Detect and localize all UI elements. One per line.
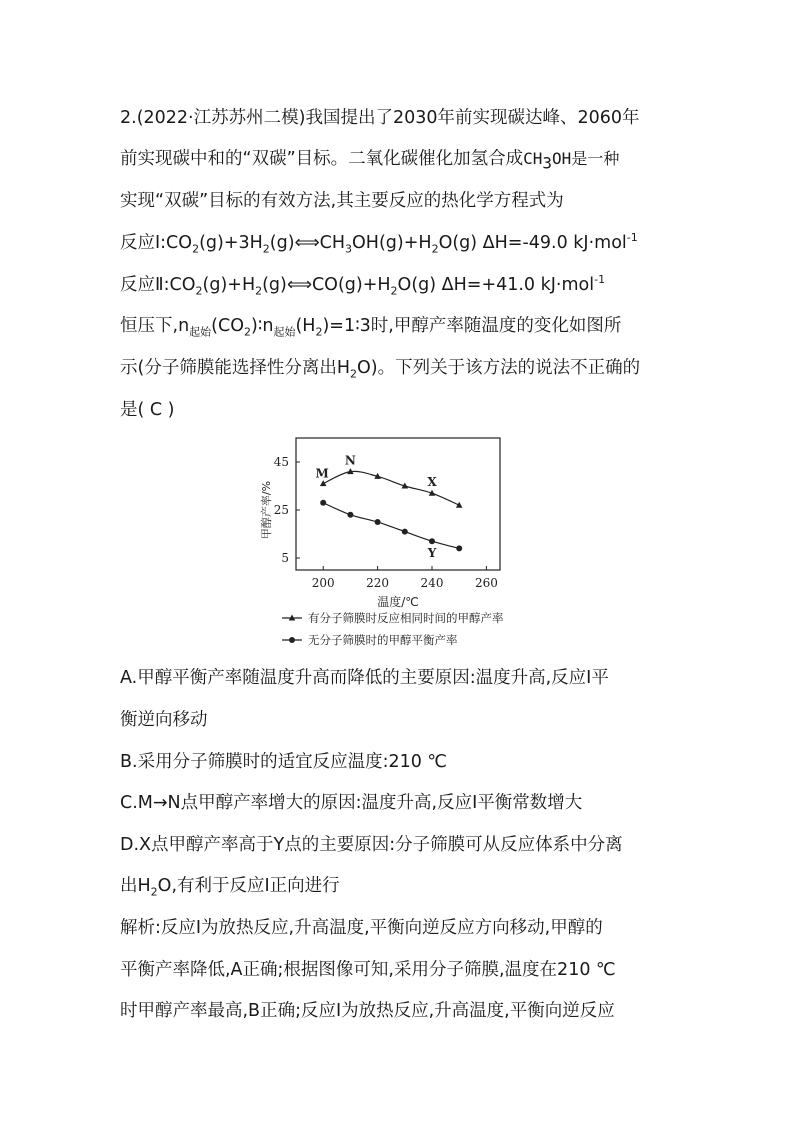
option-a-line-1: A.甲醇平衡产率随温度升高而降低的主要原因:温度升高,反应Ⅰ平 (120, 668, 609, 688)
option-d-line-1: D.X点甲醇产率高于Y点的主要原因:分子筛膜可从反应体系中分离 (120, 835, 623, 855)
option-a-line-2: 衡逆向移动 (120, 710, 208, 730)
series-line-1 (323, 471, 459, 505)
option-b: B.采用分子筛膜时的适宜反应温度:210 ℃ (120, 752, 448, 772)
x-tick-label-260: 260 (474, 576, 498, 590)
option-d-line-2: 出$H_2O$,有利于反应Ⅰ正向进行 (120, 876, 340, 899)
condition-line: 恒压下$,n_{起始}(CO_2)∶n_{起始}(H_2)=1∶3$时,甲醇产率随温度的变化如图所 (120, 316, 622, 339)
y-tick-label-45: 45 (273, 455, 289, 469)
y-tick-label-25: 25 (273, 503, 289, 517)
series-line-2 (323, 503, 459, 549)
point-label-Y: Y (427, 546, 437, 561)
series-1-point-1 (347, 468, 354, 474)
series-1-point-4 (429, 490, 436, 496)
series-1-point-0 (320, 480, 327, 486)
x-tick-label-240: 240 (420, 576, 444, 590)
option-c: C.M→N点甲醇产率增大的原因:温度升高,反应Ⅰ平衡常数增大 (120, 793, 583, 813)
series-2-point-5 (456, 545, 462, 551)
series-1-point-5 (456, 502, 463, 508)
x-tick-label-200: 200 (311, 576, 335, 590)
x-axis-label: 温度/℃ (377, 595, 419, 609)
y-tick-label-5: 5 (281, 551, 289, 565)
point-label-N: N (344, 453, 356, 468)
series-1-point-3 (402, 483, 409, 489)
series-2-point-0 (320, 500, 326, 506)
legend-marker-2 (289, 637, 295, 643)
legend-label-1: 有分子筛膜时反应相同时间的甲醇产率 (308, 611, 504, 625)
question-line-7: 示(分子筛膜能选择性分离出$H_2O$)。下列关于该方法的说法不正确的 (120, 358, 641, 381)
series-2-point-4 (429, 538, 435, 544)
series-2-point-3 (402, 529, 408, 535)
reaction-2-equation: 反应$Ⅱ:CO_2(g)+H_2(g)⟺CO(g)+H_2O(g)$ ΔH=+41.0 kJ·mol$^{-1}$ (120, 273, 606, 298)
plot-frame (296, 438, 500, 570)
reaction-1-equation: 反应$Ⅰ:CO_2(g)+3H_2(g)⟺CH_3OH(g)+H_2O(g)$ ΔH=-49.0 kJ·mol$^{-1}$ (120, 231, 638, 256)
y-axis-label: 甲醇产率/% (260, 480, 273, 540)
point-label-X: X (427, 475, 437, 490)
analysis-line-3: 时甲醇产率最高,B正确;反应Ⅰ为放热反应,升高温度,平衡向逆反应 (120, 1001, 615, 1021)
point-label-M: M (315, 466, 329, 481)
legend-label-2: 无分子筛膜时的甲醇平衡产率 (308, 633, 458, 647)
series-2-point-1 (347, 512, 353, 518)
x-tick-label-220: 220 (366, 576, 390, 590)
analysis-line-2: 平衡产率降低,A正确;根据图像可知,采用分子筛膜,温度在210 ℃ (120, 960, 616, 980)
question-line-1: 2.(2022·江苏苏州二模)我国提出了2030年前实现碳达峰、2060年 (120, 108, 640, 128)
question-line-2: 前实现碳中和的“双碳”目标。二氧化碳催化加氢合成$CH_3OH$是一种 (120, 149, 620, 173)
analysis-line-1: 解析:反应Ⅰ为放热反应,升高温度,平衡向逆反应方向移动,甲醇的 (120, 918, 603, 938)
legend-marker-1 (289, 615, 296, 621)
series-2-point-2 (375, 519, 381, 525)
series-1-point-2 (374, 473, 381, 479)
answer-line: 是( C ) (120, 400, 175, 420)
question-line-3: 实现“双碳”目标的有效方法,其主要反应的热化学方程式为 (120, 191, 564, 211)
